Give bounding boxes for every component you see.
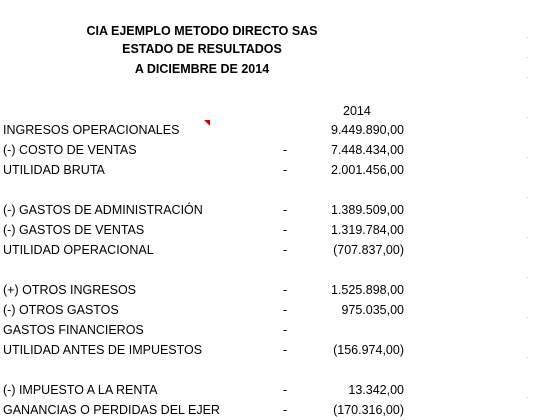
row-dash: - [283, 143, 288, 157]
row-label: UTILIDAD BRUTA [3, 163, 105, 177]
company-name: CIA EJEMPLO METODO DIRECTO SAS [86, 24, 318, 38]
row-value: 975.035,00 [341, 303, 404, 317]
row-label: (-) IMPUESTO A LA RENTA [3, 383, 158, 397]
row-dash: - [283, 303, 288, 317]
row-otros-gastos[interactable] [0, 300, 541, 320]
row-label: UTILIDAD OPERACIONAL [3, 243, 154, 257]
row-dash: - [283, 403, 288, 417]
row-gastos-de-administracion[interactable] [0, 200, 541, 220]
row-dash: - [283, 163, 288, 177]
gridline-tick [527, 77, 528, 78]
gridline-tick [527, 277, 528, 278]
row-label: INGRESOS OPERACIONALES [3, 123, 180, 137]
row-label: GASTOS FINANCIEROS [3, 323, 144, 337]
row-dash: - [283, 223, 288, 237]
row-label: (-) COSTO DE VENTAS [3, 143, 137, 157]
gridline-tick [527, 37, 528, 38]
row-impuesto-a-la-renta[interactable] [0, 380, 541, 400]
row-label: (-) GASTOS DE ADMINISTRACIÓN [3, 203, 203, 217]
row-value: 1.389.509,00 [331, 203, 404, 217]
row-value: 2.001.456,00 [331, 163, 404, 177]
row-otros-ingresos[interactable] [0, 280, 541, 300]
gridline-tick [527, 197, 528, 198]
row-dash: - [283, 383, 288, 397]
row-dash: - [283, 343, 288, 357]
row-value: (156.974,00) [333, 343, 404, 357]
row-value: 7.448.434,00 [331, 143, 404, 157]
row-value: (170.316,00) [333, 403, 404, 417]
statement-title: ESTADO DE RESULTADOS [122, 42, 282, 56]
row-dash: - [283, 283, 288, 297]
row-value: 13.342,00 [348, 383, 404, 397]
row-ingresos-operacionales[interactable] [0, 120, 541, 140]
row-dash: - [283, 243, 288, 257]
row-dash: - [283, 203, 288, 217]
row-value: 1.525.898,00 [331, 283, 404, 297]
year-column-header[interactable]: 2014 [343, 104, 371, 118]
row-utilidad-antes-de-impuestos[interactable] [0, 340, 541, 360]
row-label: (+) OTROS INGRESOS [3, 283, 137, 297]
row-value: 1.319.784,00 [331, 223, 404, 237]
row-ganancias-o-perdidas[interactable] [0, 400, 541, 420]
row-gastos-financieros[interactable] [0, 320, 541, 340]
statement-period: A DICIEMBRE DE 2014 [134, 62, 270, 76]
row-gastos-de-ventas[interactable] [0, 220, 541, 240]
row-value: 9.449.890,00 [331, 123, 404, 137]
gridline-tick [527, 117, 528, 118]
row-utilidad-operacional[interactable] [0, 240, 541, 260]
row-costo-de-ventas[interactable] [0, 140, 541, 160]
row-label: (-) GASTOS DE VENTAS [3, 223, 145, 237]
gridline-tick [527, 57, 528, 58]
row-utilidad-bruta[interactable] [0, 160, 541, 180]
row-label: GANANCIAS O PERDIDAS DEL EJER [3, 403, 220, 417]
row-value: (707.837,00) [333, 243, 404, 257]
row-label: (-) OTROS GASTOS [3, 303, 119, 317]
row-dash: - [283, 323, 288, 337]
row-label: UTILIDAD ANTES DE IMPUESTOS [3, 343, 203, 357]
